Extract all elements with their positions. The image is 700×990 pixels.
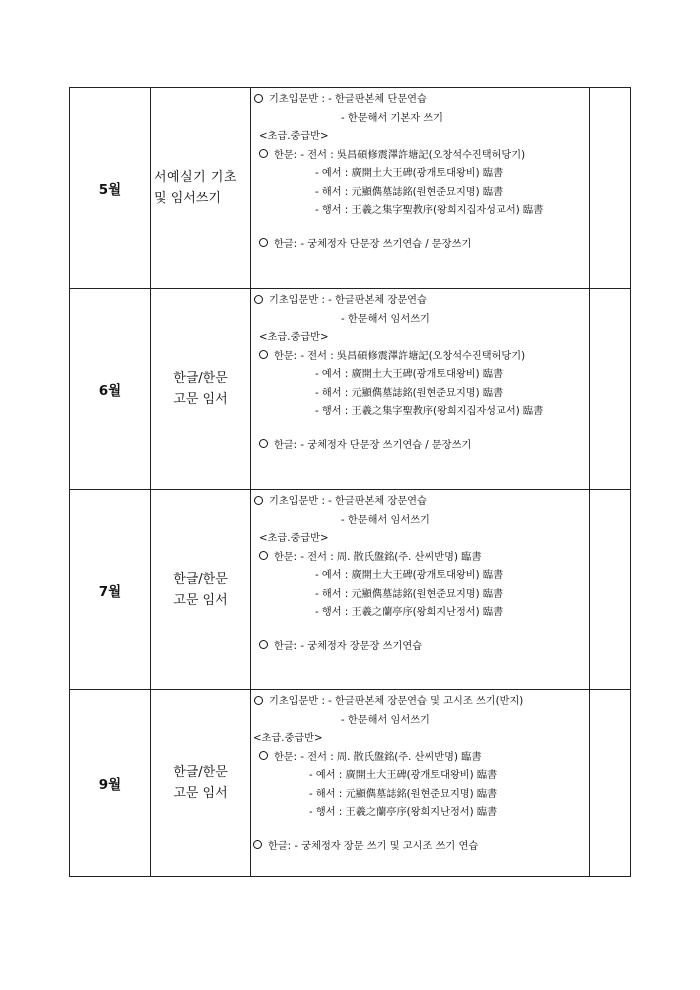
basic-label: 기초입문반 :	[269, 295, 325, 306]
extra-cell	[590, 88, 631, 289]
hangul-text: - 궁체정자 단문장 쓰기연습 / 문장쓰기	[300, 238, 472, 250]
mid-label: <초급.중급반>	[253, 733, 323, 744]
hanmun-item: - 전서 : 吳昌碩修震澤許塘記(오창석수진택허당기)	[300, 350, 526, 362]
hanmun-label: 한문:	[274, 350, 298, 362]
month-cell	[70, 88, 151, 289]
subject-cell	[151, 490, 251, 690]
mid-label: <초급.중급반>	[259, 131, 329, 142]
subject-line: 및 임서쓰기	[154, 191, 221, 206]
schedule-row-june	[70, 289, 631, 490]
bullet-circle-icon	[259, 439, 268, 448]
hanmun-item: - 해서 : 元顯儁墓誌銘(원현준묘지명) 臨書	[309, 788, 498, 800]
schedule-row-september	[70, 690, 631, 877]
hanmun-item: - 해서 : 元顯儁墓誌銘(원현준묘지명) 臨書	[315, 588, 504, 600]
basic-label: 기초입문반 :	[269, 496, 325, 507]
basic-item: - 한글판본체 장문연습	[328, 496, 427, 507]
content-cell	[251, 289, 590, 490]
subject-line: 한글/한문	[173, 571, 228, 587]
subject-cell	[151, 289, 251, 490]
subject-cell	[151, 690, 251, 877]
schedule-row-july	[70, 490, 631, 690]
hanmun-item: - 해서 : 元顯儁墓誌銘(원현준묘지명) 臨書	[315, 186, 504, 198]
content-cell	[251, 490, 590, 690]
basic-item: - 한글판본체 단문연습	[328, 94, 427, 105]
hangul-label: 한글:	[268, 840, 292, 852]
hangul-label: 한글:	[274, 640, 298, 652]
bullet-circle-icon	[254, 295, 263, 304]
hanmun-item: - 예서 : 廣開土大王碑(광개토대왕비) 臨書	[315, 570, 504, 581]
basic-item: - 한문해서 기본자 쓰기	[341, 112, 443, 124]
extra-cell	[590, 690, 631, 877]
hanmun-item: - 예서 : 廣開土大王碑(광개토대왕비) 臨書	[315, 168, 504, 179]
hanmun-label: 한문:	[274, 149, 298, 161]
month-label: 5월	[98, 182, 122, 198]
content-cell	[251, 88, 590, 289]
bullet-circle-icon	[254, 496, 263, 505]
month-label: 9월	[98, 777, 122, 793]
bullet-circle-icon	[254, 94, 263, 103]
basic-item: - 한문해서 임서쓰기	[341, 714, 430, 726]
bullet-circle-icon	[253, 840, 262, 849]
hanmun-label: 한문:	[274, 551, 298, 563]
hanmun-item: - 행서 : 王羲之蘭亭序(왕희지난정서) 臨書	[315, 607, 504, 618]
subject-line: 한글/한문	[173, 765, 228, 780]
subject-line: 고문 임서	[173, 786, 228, 801]
extra-cell	[590, 490, 631, 690]
hanmun-item: - 행서 : 王羲之蘭亭序(왕희지난정서) 臨書	[309, 807, 498, 818]
subject-cell	[151, 88, 251, 289]
subject-line: 고문 임서	[173, 592, 228, 608]
basic-item: - 한글판본체 장문연습	[328, 295, 427, 306]
hangul-label: 한글:	[274, 439, 298, 451]
bullet-circle-icon	[259, 640, 268, 649]
subject-line: 서예실기 기초	[154, 170, 237, 185]
month-label: 7월	[98, 583, 122, 600]
basic-item: - 한글판본체 장문연습 및 고시조 쓰기(반지)	[328, 696, 524, 707]
hangul-label: 한글:	[274, 238, 298, 250]
mid-label: <초급.중급반>	[259, 533, 329, 544]
subject-line: 고문 임서	[173, 392, 228, 407]
hanmun-item: - 예서 : 廣開土大王碑(광개토대왕비) 臨書	[309, 770, 498, 781]
hangul-text: - 궁체정자 장문장 쓰기연습	[300, 640, 423, 652]
hanmun-item: - 전서 : 周. 散氏盤銘(주. 산씨반명) 臨書	[300, 751, 482, 763]
subject-line: 한글/한문	[173, 371, 228, 386]
bullet-circle-icon	[259, 551, 268, 560]
bullet-circle-icon	[259, 350, 268, 359]
bullet-circle-icon	[259, 149, 268, 158]
basic-label: 기초입문반 :	[269, 94, 325, 105]
schedule-row-may	[70, 88, 631, 289]
basic-item: - 한문해서 임서쓰기	[341, 514, 430, 526]
hanmun-item: - 행서 : 王羲之集字聖教序(왕희지집자성교서) 臨書	[315, 205, 544, 216]
month-cell	[70, 289, 151, 490]
hanmun-label: 한문:	[274, 751, 298, 763]
month-cell	[70, 490, 151, 690]
basic-label: 기초입문반 :	[269, 696, 325, 707]
hanmun-item: - 예서 : 廣開土大王碑(광개토대왕비) 臨書	[315, 369, 504, 380]
bullet-circle-icon	[259, 238, 268, 247]
schedule-table	[69, 87, 631, 877]
bullet-circle-icon	[259, 751, 268, 760]
basic-item: - 한문해서 임서쓰기	[341, 313, 430, 325]
mid-label: <초급.중급반>	[259, 332, 329, 343]
hanmun-item: - 전서 : 吳昌碩修震澤許塘記(오창석수진택허당기)	[300, 149, 526, 161]
hangul-text: - 궁체정자 장문 쓰기 및 고시조 쓰기 연습	[294, 840, 479, 852]
bullet-circle-icon	[254, 696, 263, 705]
hanmun-item: - 행서 : 王羲之集字聖教序(왕희지집자성교서) 臨書	[315, 406, 544, 417]
content-cell	[251, 690, 590, 877]
hanmun-item: - 해서 : 元顯儁墓誌銘(원현준묘지명) 臨書	[315, 387, 504, 399]
hanmun-item: - 전서 : 周. 散氏盤銘(주. 산씨반명) 臨書	[300, 551, 482, 563]
month-label: 6월	[98, 383, 122, 399]
extra-cell	[590, 289, 631, 490]
hangul-text: - 궁체정자 단문장 쓰기연습 / 문장쓰기	[300, 439, 472, 451]
month-cell	[70, 690, 151, 877]
